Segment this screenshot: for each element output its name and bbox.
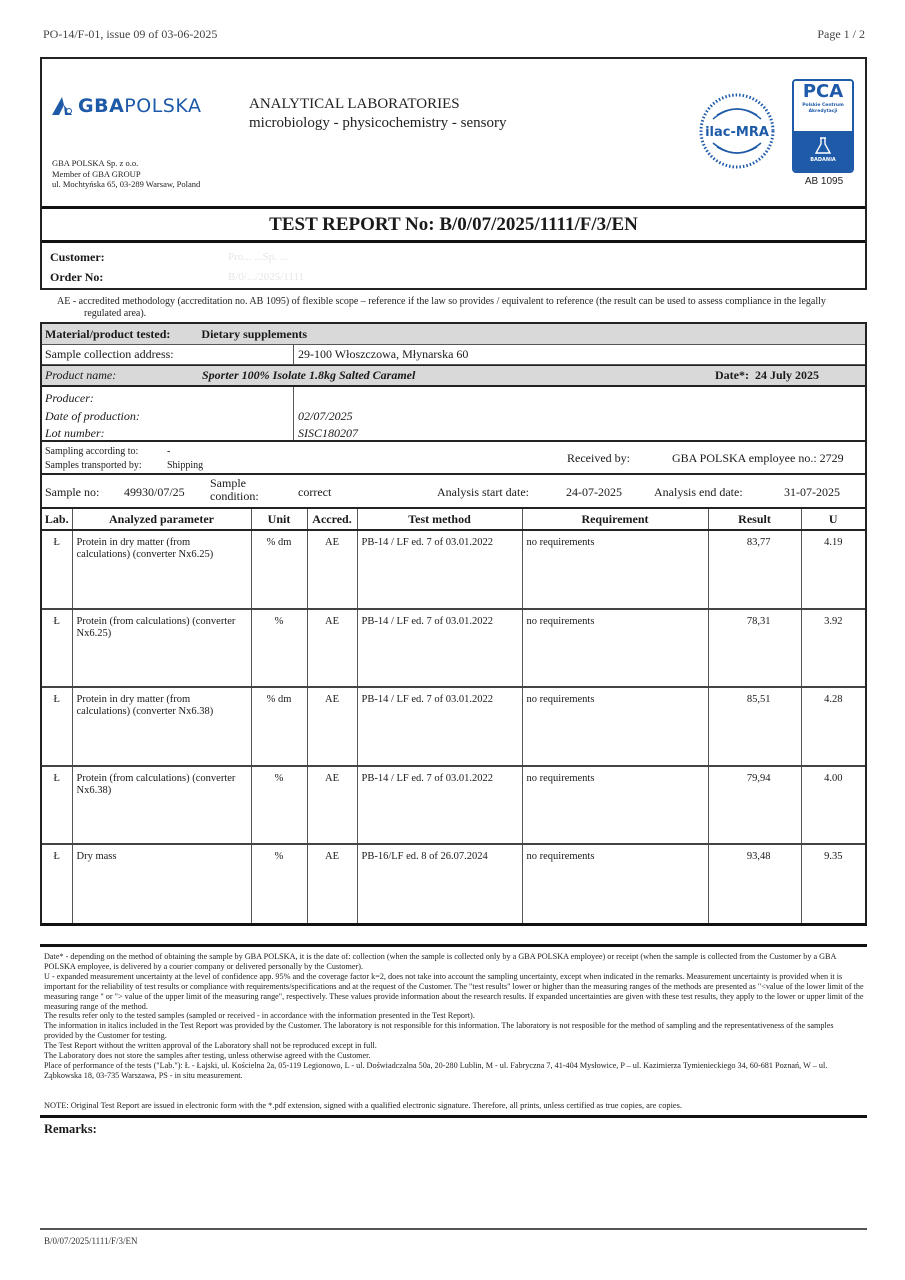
material-row: Material/product tested: Dietary supplements — [42, 324, 865, 345]
table-row: Ł Protein (from calculations) (converter Nx6.25) % AE PB-14 / LF ed. 7 of 03.01.2022 no requirements 78,31 3.92 — [42, 609, 865, 688]
received-by: GBA POLSKA employee no.: 2729 — [672, 451, 844, 465]
divider — [40, 1115, 867, 1118]
sample-condition: correct — [298, 485, 332, 499]
lot-number: SISC180207 — [298, 426, 358, 440]
table-row: Ł Protein in dry matter (from calculations) (converter Nx6.38) % dm AE PB-14 / LF ed. 7 of 03.01.2022 no requirements 85,51 4.28 — [42, 687, 865, 766]
customer-value: Pro... ...Sp. ... — [228, 251, 288, 263]
order-label: Order No: — [50, 270, 104, 284]
page-number: Page 1 / 2 — [817, 27, 865, 41]
labs-heading: ANALYTICAL LABORATORIES microbiology - physicochemistry - sensory — [249, 96, 507, 131]
remarks-label: Remarks: — [44, 1122, 97, 1136]
table-row: Ł Dry mass % AE PB-16/LF ed. 8 of 26.07.2024 no requirements 93,48 9.35 — [42, 844, 865, 923]
divider — [40, 944, 867, 947]
table-header-row: Lab. Analyzed parameter Unit Accred. Test method Requirement Result U — [42, 509, 865, 530]
sampling-row: Sampling according to: - Samples transported by: Shipping Received by: GBA POLSKA employee no.: 2729 — [42, 442, 865, 475]
footnotes: Date* - depending on the method of obtaining the sample by GBA POLSKA, it is the date of: collection (when the sample is collected only by a GBA POLSKA employee) or receipt (when the sample is collected from the Customer by a GBA POLSKA employee, is delivered by a courier company or delivered personally by the Customer). U - expanded measurement uncertainty at the level of confidence app. 95% and the coverage factor k=2, does not take into account the sampling uncertainty, except when indicated in the remarks. Measurement uncertainty is provided when it is important for the reliability of test results or compliance with requirements/specifications and at the request of the Customer. The "test results" lower or higher than the measuring ranges of the methods are presented as "<value of the lower limit of the measuring range " or "> value of the upper limit of the measuring range", respectively. These values provide information about the research results. If expanded uncertainties are given with these test results, they apply to the lower or upper limit of the measuring range of the method. The results refer only to the tested samples (sampled or received - in accordance with the information presented in the Test Report). The information in italics included in the Test Report was provided by the Customer. The laboratory is not responsible for this information. The laboratory is not resposible for the method of sampling and the representativeness of the samples provided by the Customer for testing. The Test Report without the written approval of the Laboratory shall not be reproduced except in full. The Laboratory does not store the samples after testing, unless otherwise agreed with the Customer. Place of performance of the tests ("Lab."): Ł - Łajski, ul. Kościelna 2a, 05-119 Legionowo, L - ul. Doświadczalna 50a, 20-280 Lublin, M - ul. Fabryczna 7, 41-404 Mysłowice, P – ul. Kazimierza Tymienieckiego 34, 60-681 Poznań, W – ul. Ząbkowska 18, 03-735 Warszawa, PS - in situ measurement. — [44, 952, 864, 1080]
sample-info-frame — [40, 322, 867, 926]
flask-icon — [815, 137, 831, 155]
analysis-start-date: 24-07-2025 — [566, 485, 622, 499]
pca-accreditation-badge: PCA Polskie Centrum Akredytacji BADANIA AB 1095 — [792, 79, 856, 187]
analysis-end-date: 31-07-2025 — [784, 485, 840, 499]
report-header-frame — [40, 57, 867, 290]
customer-label: Customer: — [50, 250, 105, 264]
customer-block — [42, 243, 865, 288]
address-row: Sample collection address: 29-100 Włoszczowa, Młynarska 60 — [42, 345, 865, 365]
gba-polska-logo: GBA POLSKA — [52, 95, 201, 117]
report-title: TEST REPORT No: B/0/07/2025/1111/F/3/EN — [42, 209, 865, 243]
table-row: Ł Protein in dry matter (from calculations) (converter Nx6.25) % dm AE PB-14 / LF ed. 7 of 03.01.2022 no requirements 83,77 4.19 — [42, 530, 865, 609]
page-meta — [43, 27, 865, 42]
product-name-row: Product name: Sporter 100% Isolate 1.8kg Salted Caramel Date*: 24 July 2025 — [42, 365, 865, 387]
divider — [40, 1228, 867, 1230]
product-date: 24 July 2025 — [754, 368, 819, 382]
order-value: B/0/.../2025/1111 — [228, 271, 305, 283]
ilac-mra-icon — [697, 91, 777, 176]
ae-note: AE - accredited methodology (accreditation no. AB 1095) of flexible scope – reference if the law so provides / equivalent to reference (the result can be used to assess compliance in the legally regulated area). — [57, 296, 826, 319]
production-date: 02/07/2025 — [298, 408, 353, 423]
sample-number: 49930/07/25 — [124, 485, 185, 499]
table-row: Ł Protein (from calculations) (converter Nx6.38) % AE PB-14 / LF ed. 7 of 03.01.2022 no requirements 79,94 4.00 — [42, 766, 865, 845]
company-address: GBA POLSKA Sp. z o.o. Member of GBA GROUP ul. Mochtyńska 65, 03-289 Warsaw, Poland — [52, 158, 201, 189]
form-id: PO-14/F-01, issue 09 of 03-06-2025 — [43, 27, 218, 41]
letterhead — [42, 59, 865, 209]
footer-report-id: B/0/07/2025/1111/F/3/EN — [44, 1236, 138, 1246]
gba-logo-icon — [52, 97, 74, 115]
svg-text:ilac-MRA: ilac-MRA — [705, 125, 769, 140]
electronic-copy-note: NOTE: Original Test Report are issued in electronic form with the *.pdf extension, signed with a qualified electronic signature. Therefore, all prints, unless certified as true copies, are copies. — [44, 1101, 682, 1110]
sample-details-row: Sample no: 49930/07/25 Sample condition: correct Analysis start date: 24-07-2025 Analysis end date: 31-07-2025 — [42, 475, 865, 509]
producer-row: Producer: Date of production: Lot number: 02/07/2025 SISC180207 — [42, 387, 865, 442]
results-table — [42, 509, 865, 923]
